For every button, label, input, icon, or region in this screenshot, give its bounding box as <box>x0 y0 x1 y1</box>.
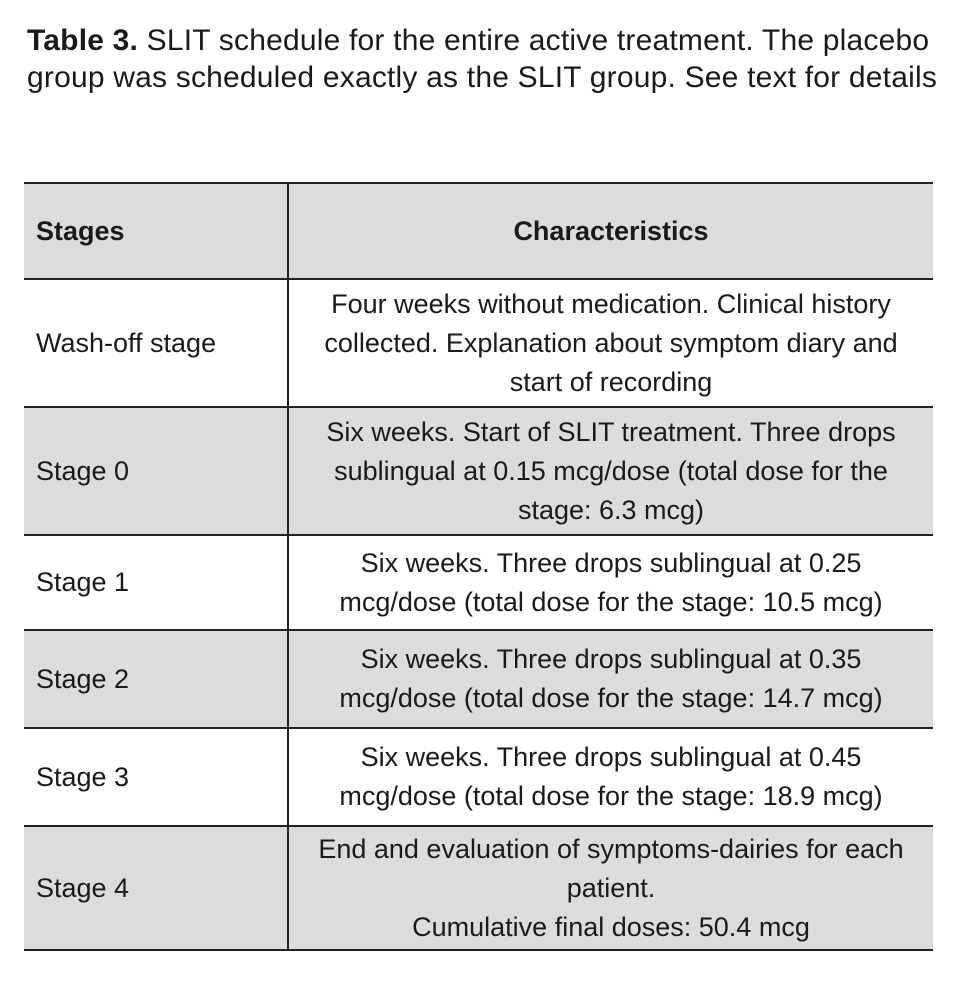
characteristics-cell: Six weeks. Start of SLIT treatment. Three drops sublingual at 0.15 mcg/dose (total dose for the stage: 6.3 mcg) <box>326 416 896 525</box>
table-row <box>24 630 933 728</box>
table-header-row <box>24 183 933 279</box>
table-caption-text: SLIT schedule for the entire active treatment. The placebo group was scheduled exactly as the SLIT group. See text for details <box>27 24 938 94</box>
table-caption-label: Table 3. <box>27 24 139 57</box>
characteristics-line: End and evaluation of symptoms-dairies for each patient. <box>318 833 904 903</box>
slit-schedule-table <box>24 182 933 951</box>
characteristics-cell: Six weeks. Three drops sublingual at 0.45 mcg/dose (total dose for the stage: 18.9 mcg) <box>339 742 883 811</box>
characteristics-cell: Six weeks. Three drops sublingual at 0.35 mcg/dose (total dose for the stage: 14.7 mcg) <box>339 644 883 713</box>
table-row <box>24 279 933 407</box>
table-row <box>24 407 933 535</box>
table-row <box>24 535 933 630</box>
characteristics-line: Cumulative final doses: 50.4 mcg <box>412 911 810 942</box>
stage-cell: Wash-off stage <box>24 279 288 407</box>
table-row <box>24 728 933 826</box>
header-characteristics: Characteristics <box>513 215 709 246</box>
table-row <box>24 826 933 950</box>
table-caption <box>27 22 939 96</box>
characteristics-cell: Six weeks. Three drops sublingual at 0.25 mcg/dose (total dose for the stage: 10.5 mcg) <box>339 547 883 617</box>
stage-cell: Stage 1 <box>24 535 288 630</box>
characteristics-cell <box>288 826 933 950</box>
characteristics-cell: Four weeks without medication. Clinical history collected. Explanation about symptom diary and start of recording <box>324 288 898 397</box>
header-stages: Stages <box>24 183 288 279</box>
stage-cell: Stage 3 <box>24 728 288 826</box>
stage-cell: Stage 4 <box>24 826 288 950</box>
stage-cell: Stage 0 <box>24 407 288 535</box>
stage-cell: Stage 2 <box>24 630 288 728</box>
